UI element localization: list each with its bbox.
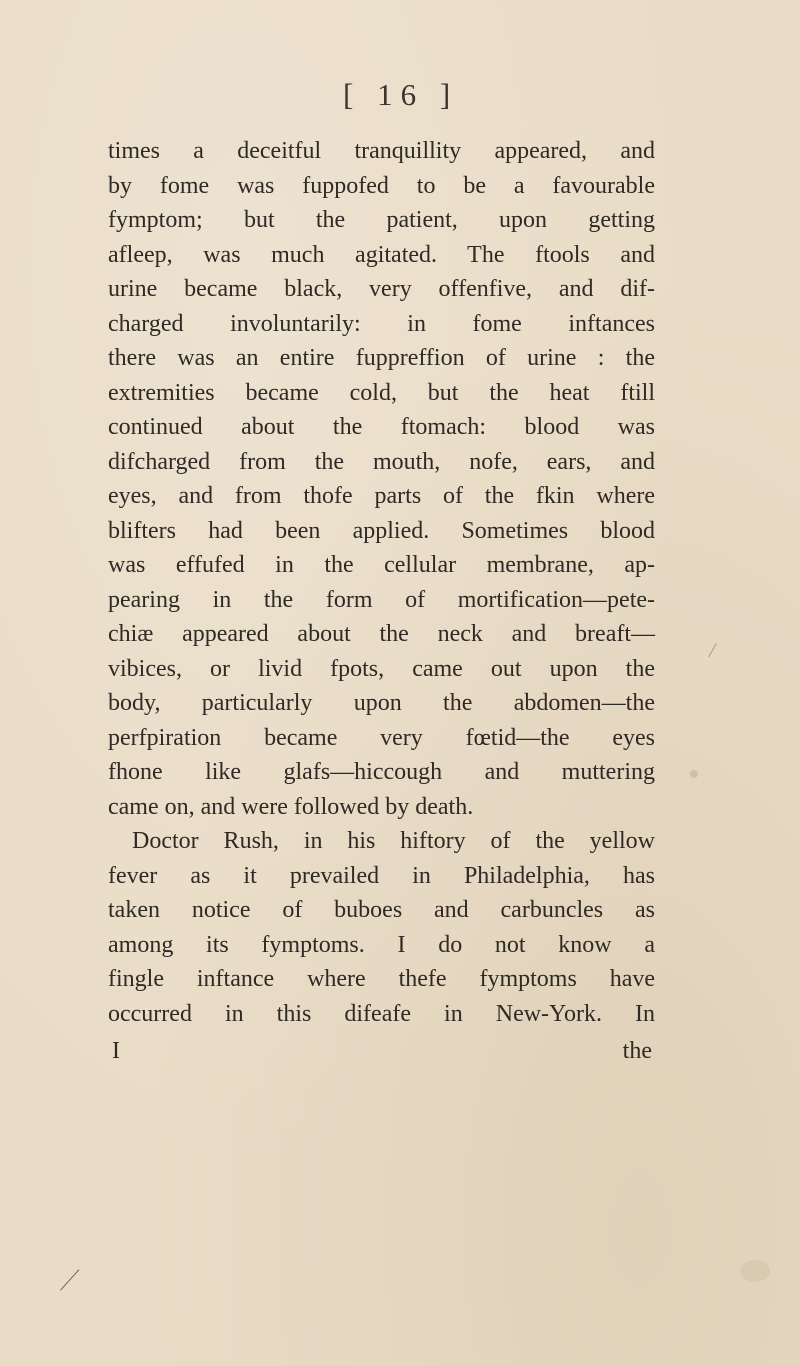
text-line: pearing in the form of mortification—pete- bbox=[108, 586, 655, 613]
page-number: [ 16 ] bbox=[343, 77, 459, 112]
text-line: continued about the ftomach: blood was bbox=[108, 414, 655, 440]
text-line: came on, and were followed by death. bbox=[108, 793, 474, 820]
text-line: vibices, or livid fpots, came out upon the bbox=[108, 655, 655, 682]
text-line: extremities became cold, but the heat ftill bbox=[108, 379, 655, 406]
text-line: afleep, was much agitated. The ftools and bbox=[108, 241, 655, 268]
text-line: by fome was fuppofed to be a favourable bbox=[108, 172, 655, 199]
text-line: there was an entire fuppreffion of urine : the bbox=[108, 345, 655, 371]
text-line: eyes, and from thofe parts of the fkin where bbox=[108, 483, 655, 509]
catchword: the bbox=[622, 1038, 652, 1064]
body-text bbox=[108, 134, 655, 1031]
text-line: perfpiration became very fœtid—the eyes bbox=[108, 724, 655, 751]
text-line: Doctor Rush, in his hiftory of the yellow bbox=[132, 828, 655, 854]
text-line: occurred in this difeafe in New-York. In bbox=[108, 1000, 655, 1027]
text-line: fingle inftance where thefe fymptoms have bbox=[108, 966, 655, 992]
text-line: taken notice of buboes and carbuncles as bbox=[108, 897, 655, 923]
footer-line bbox=[112, 1034, 652, 1068]
text-line: urine became black, very offenfive, and dif- bbox=[108, 276, 655, 302]
text-line: times a deceitful tranquillity appeared, and bbox=[108, 138, 655, 164]
text-line: fever as it prevailed in Philadelphia, has bbox=[108, 862, 655, 889]
text-line: body, particularly upon the abdomen—the bbox=[108, 690, 655, 716]
text-line: charged involuntarily: in fome inftances bbox=[108, 310, 655, 337]
text-line: blifters had been applied. Sometimes blood bbox=[108, 517, 655, 544]
text-line: chiæ appeared about the neck and breaft— bbox=[108, 621, 655, 647]
pencil-mark bbox=[60, 1269, 79, 1290]
text-line: was effufed in the cellular membrane, ap- bbox=[108, 552, 655, 578]
pencil-mark bbox=[708, 643, 717, 657]
text-line: difcharged from the mouth, nofe, ears, and bbox=[108, 448, 655, 475]
paper-stain bbox=[690, 770, 698, 778]
text-line: among its fymptoms. I do not know a bbox=[108, 931, 655, 958]
signature-mark: I bbox=[112, 1038, 120, 1064]
text-line: fymptom; but the patient, upon getting bbox=[108, 207, 655, 233]
paper-stain bbox=[740, 1260, 770, 1282]
text-line: fhone like glafs—hiccough and muttering bbox=[108, 759, 655, 785]
